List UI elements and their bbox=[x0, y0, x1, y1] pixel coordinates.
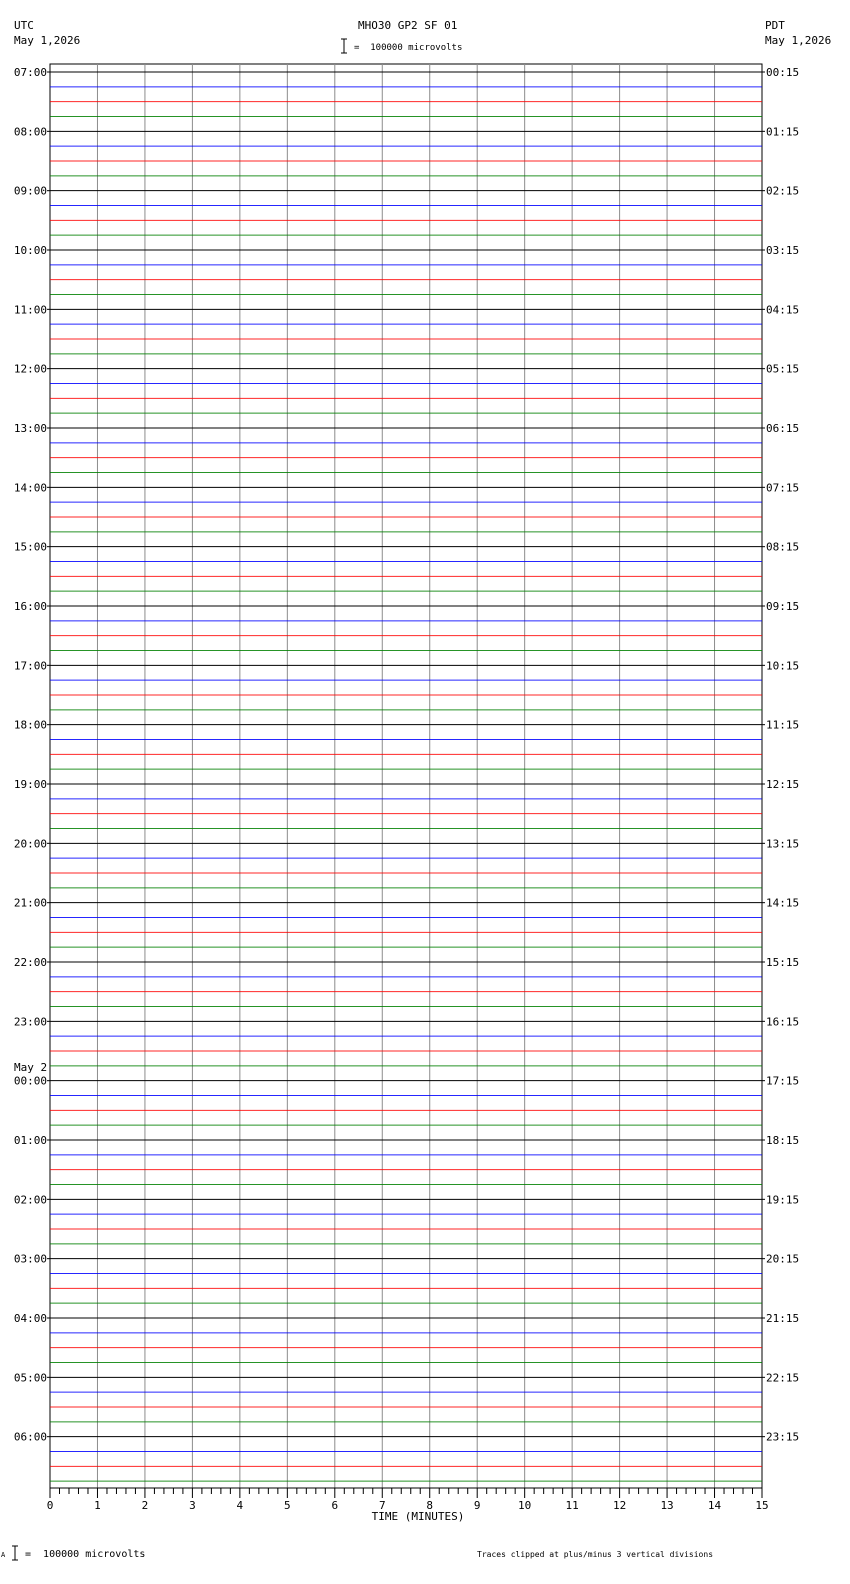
utc-hour-label: 10:00 bbox=[13, 244, 47, 257]
x-tick-label: 12 bbox=[612, 1499, 627, 1512]
x-tick-label: 1 bbox=[94, 1499, 101, 1512]
utc-hour-label: 19:00 bbox=[13, 778, 47, 791]
pdt-hour-labels bbox=[762, 66, 799, 1444]
pdt-hour-label: 08:15 bbox=[766, 540, 800, 554]
day-change-label: May 2 bbox=[14, 1061, 48, 1074]
x-tick-label: 7 bbox=[378, 1499, 386, 1512]
utc-hour-label: 16:00 bbox=[13, 600, 47, 613]
pdt-hour-label: 17:15 bbox=[766, 1074, 800, 1088]
pdt-hour-label: 20:15 bbox=[766, 1252, 800, 1266]
x-tick-label: 3 bbox=[189, 1499, 196, 1512]
left-timezone: UTC bbox=[14, 19, 34, 32]
utc-hour-label: 13:00 bbox=[13, 422, 47, 435]
pdt-hour-label: 02:15 bbox=[766, 184, 800, 198]
x-tick-label: 13 bbox=[660, 1499, 674, 1512]
utc-hour-label: 18:00 bbox=[13, 718, 47, 732]
pdt-hour-label: 12:15 bbox=[766, 778, 800, 791]
x-tick-label: 8 bbox=[426, 1499, 434, 1512]
x-axis-label: TIME (MINUTES) bbox=[371, 1510, 465, 1523]
pdt-hour-label: 18:15 bbox=[766, 1134, 800, 1147]
right-timezone: PDT bbox=[765, 19, 785, 32]
pdt-hour-label: 14:15 bbox=[766, 896, 800, 910]
utc-hour-label: 23:00 bbox=[13, 1015, 47, 1029]
utc-hour-label: 11:00 bbox=[13, 303, 47, 317]
left-date: May 1,2026 bbox=[14, 34, 81, 47]
pdt-hour-label: 01:15 bbox=[766, 125, 800, 139]
right-date: May 1,2026 bbox=[765, 34, 832, 47]
pdt-hour-label: 00:15 bbox=[766, 66, 800, 79]
x-tick-label: 6 bbox=[331, 1499, 339, 1512]
utc-hour-label: 07:00 bbox=[13, 66, 47, 79]
utc-hour-label: 20:00 bbox=[13, 837, 47, 851]
chart-title: MHO30 GP2 SF 01 bbox=[358, 19, 458, 32]
x-tick-label: 10 bbox=[518, 1499, 532, 1512]
utc-hour-labels bbox=[14, 66, 50, 1444]
pdt-hour-label: 10:15 bbox=[766, 659, 800, 673]
pdt-hour-label: 05:15 bbox=[766, 362, 800, 376]
trace-lines bbox=[50, 72, 762, 1481]
utc-hour-label: 06:00 bbox=[13, 1430, 47, 1444]
utc-hour-label: 05:00 bbox=[13, 1371, 47, 1385]
x-tick-label: 0 bbox=[46, 1499, 54, 1512]
pdt-hour-label: 07:15 bbox=[766, 481, 800, 495]
footer-scale-bar-icon bbox=[12, 1546, 18, 1560]
clip-note: Traces clipped at plus/minus 3 vertical divisions bbox=[477, 1550, 714, 1559]
utc-hour-label: 22:00 bbox=[13, 956, 47, 969]
utc-hour-label: 21:00 bbox=[13, 896, 47, 910]
x-tick-label: 15 bbox=[755, 1499, 769, 1512]
utc-hour-label: 08:00 bbox=[13, 125, 47, 139]
pdt-hour-label: 06:15 bbox=[766, 422, 800, 435]
scale-label: = 100000 microvolts bbox=[354, 43, 463, 53]
x-tick-label: 2 bbox=[141, 1499, 149, 1512]
footer-scale-label: = 100000 microvolts bbox=[25, 1549, 146, 1560]
scale-bar-icon bbox=[341, 39, 347, 53]
utc-hour-label: 04:00 bbox=[13, 1312, 47, 1325]
x-tick-label: 4 bbox=[236, 1499, 244, 1512]
pdt-hour-label: 15:15 bbox=[766, 956, 800, 969]
time-axis bbox=[47, 1488, 769, 1512]
utc-hour-label: 15:00 bbox=[13, 540, 47, 554]
utc-hour-label: 03:00 bbox=[13, 1252, 47, 1266]
utc-hour-label: 12:00 bbox=[13, 362, 47, 376]
utc-hour-label: 00:00 bbox=[13, 1074, 47, 1088]
pdt-hour-label: 16:15 bbox=[766, 1015, 800, 1029]
pdt-hour-label: 21:15 bbox=[766, 1312, 800, 1325]
pdt-hour-label: 09:15 bbox=[766, 600, 800, 613]
pdt-hour-label: 23:15 bbox=[766, 1430, 800, 1444]
x-tick-label: 5 bbox=[284, 1499, 291, 1512]
utc-hour-label: 01:00 bbox=[13, 1134, 47, 1147]
pdt-hour-label: 03:15 bbox=[766, 244, 800, 257]
pdt-hour-label: 19:15 bbox=[766, 1193, 800, 1207]
utc-hour-label: 17:00 bbox=[13, 659, 47, 673]
pdt-hour-label: 04:15 bbox=[766, 303, 800, 317]
utc-hour-label: 02:00 bbox=[13, 1193, 47, 1207]
utc-hour-label: 09:00 bbox=[13, 184, 47, 198]
utc-hour-label: 14:00 bbox=[13, 481, 47, 495]
plot-frame bbox=[50, 64, 762, 1488]
grid bbox=[50, 64, 762, 1488]
x-tick-label: 9 bbox=[473, 1499, 481, 1512]
corner-mark: A bbox=[1, 1551, 6, 1559]
x-tick-label: 11 bbox=[565, 1499, 579, 1512]
pdt-hour-label: 13:15 bbox=[766, 837, 800, 851]
pdt-hour-label: 22:15 bbox=[766, 1371, 800, 1385]
x-tick-label: 14 bbox=[707, 1499, 722, 1512]
pdt-hour-label: 11:15 bbox=[766, 718, 800, 732]
